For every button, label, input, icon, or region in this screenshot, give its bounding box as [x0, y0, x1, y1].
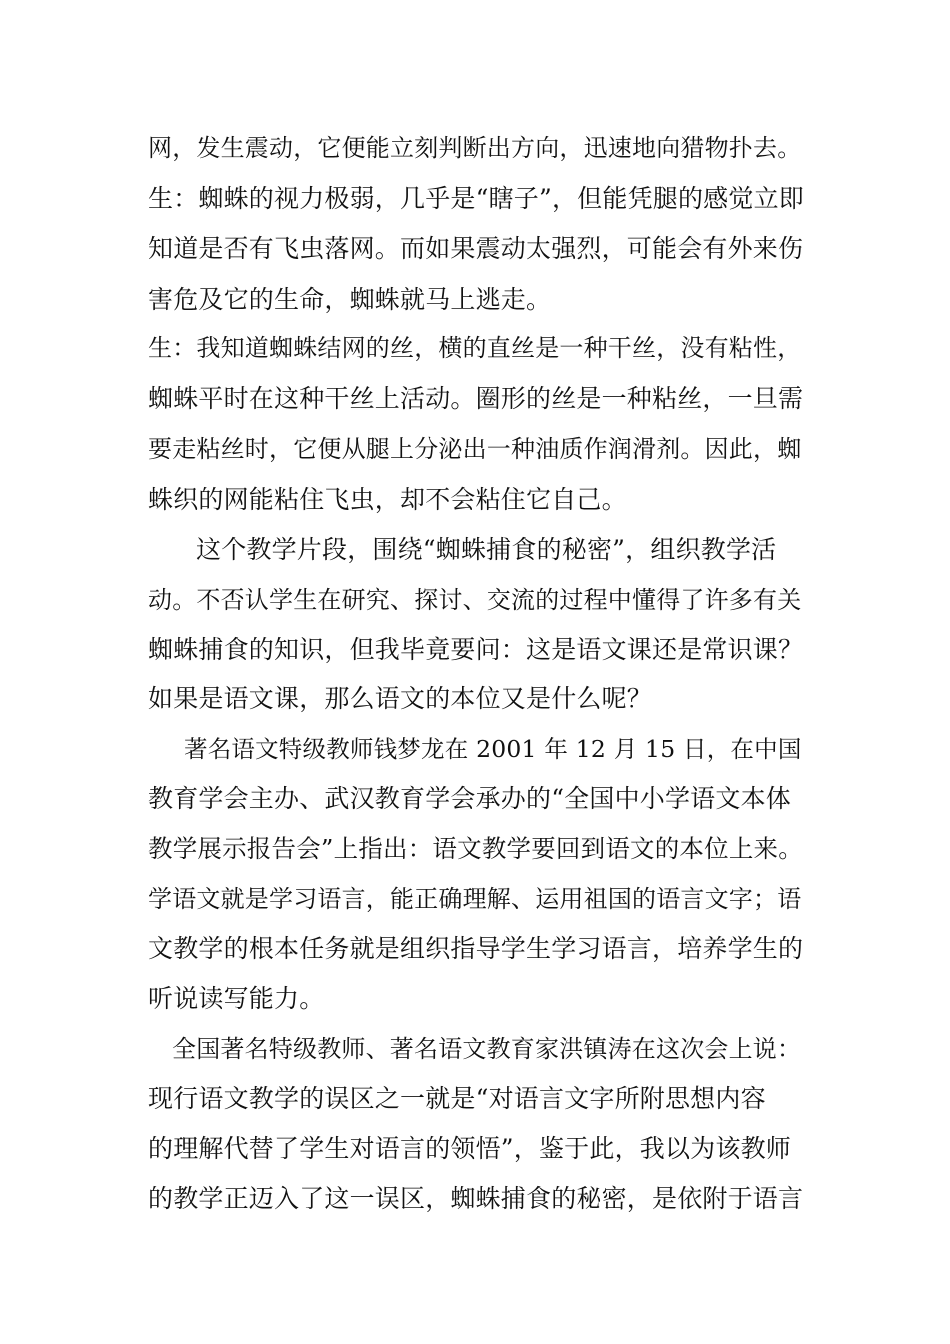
text-line: 生：蜘蛛的视力极弱，几乎是“瞎子”，但能凭腿的感觉立即 [148, 184, 804, 213]
text-line: 教学展示报告会”上指出：语文教学要回到语文的本位上来。 [148, 834, 803, 863]
text-line: 学语文就是学习语言，能正确理解、运用祖国的语言文字；语 [148, 885, 802, 913]
text-line: 害危及它的生命，蜘蛛就马上逃走。 [148, 285, 552, 314]
text-line: 蛛织的网能粘住飞虫，却不会粘住它自己。 [148, 485, 627, 514]
text-line: 这个教学片段，围绕“蜘蛛捕食的秘密”，组织教学活 [196, 535, 777, 564]
text-line: 现行语文教学的误区之一就是“对语言文字所附思想内容 [148, 1084, 766, 1113]
text-line: 著名语文特级教师钱梦龙在 2001 年 12 月 15 日，在中国 [184, 735, 802, 763]
text-line: 生：我知道蜘蛛结网的丝，横的直丝是一种干丝，没有粘性， [148, 334, 802, 362]
text-line: 的教学正迈入了这一误区，蜘蛛捕食的秘密，是依附于语言 [148, 1184, 804, 1213]
text-line: 蜘蛛平时在这种干丝上活动。圈形的丝是一种粘丝，一旦需 [148, 384, 804, 413]
text-line: 蜘蛛捕食的知识，但我毕竟要问：这是语文课还是常识课？ [148, 635, 804, 664]
text-line: 听说读写能力。 [148, 984, 325, 1013]
text-line: 的理解代替了学生对语言的领悟”，鉴于此，我以为该教师 [148, 1134, 791, 1163]
text-line: 要走粘丝时，它便从腿上分泌出一种油质作润滑剂。因此，蜘 [148, 435, 802, 463]
text-line: 教育学会主办、武汉教育学会承办的“全国中小学语文本体 [148, 784, 791, 813]
text-line: 知道是否有飞虫落网。而如果震动太强烈，可能会有外来伤 [148, 234, 804, 263]
text-line: 文教学的根本任务就是组织指导学生学习语言，培养学生的 [148, 934, 804, 963]
text-line: 网，发生震动，它便能立刻判断出方向，迅速地向猎物扑去。 [148, 134, 802, 162]
text-line: 如果是语文课，那么语文的本位又是什么呢？ [148, 684, 653, 713]
text-line: 全国著名特级教师、著名语文教育家洪镇涛在这次会上说： [172, 1035, 802, 1063]
text-line: 动。不否认学生在研究、探讨、交流的过程中懂得了许多有关 [148, 586, 802, 614]
